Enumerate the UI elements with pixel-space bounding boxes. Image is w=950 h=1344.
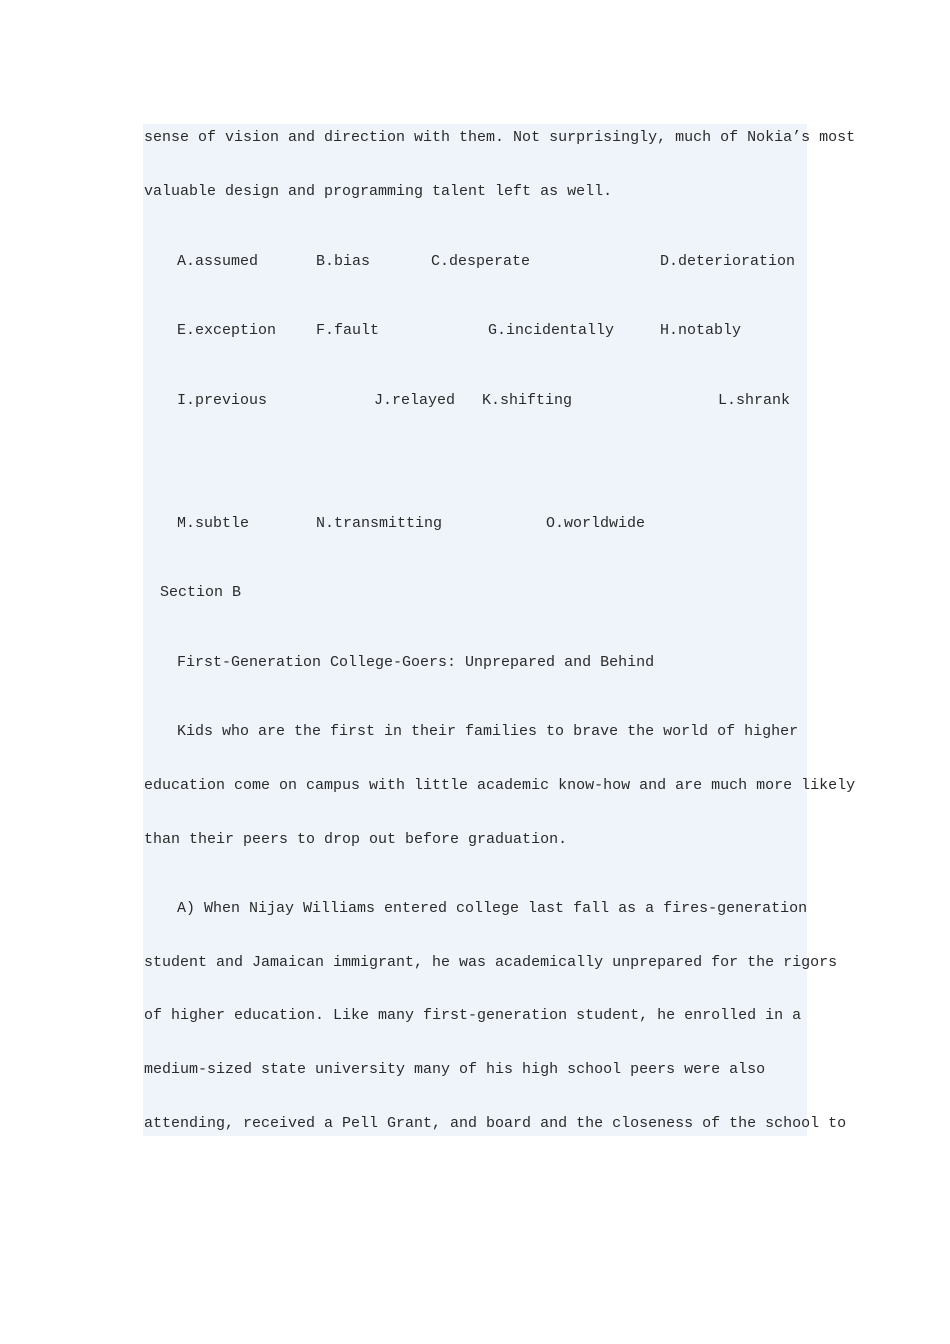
word-option-d: D.deterioration — [660, 253, 796, 270]
word-option-m: M.subtle — [177, 515, 250, 532]
intro-line: Kids who are the first in their families to brave the world of higher — [177, 723, 799, 740]
word-option-o: O.worldwide — [546, 515, 646, 532]
passage-line: valuable design and programming talent left as well. — [144, 183, 613, 200]
passage-line: sense of vision and direction with them. Not surprisingly, much of Nokia’s most — [144, 129, 856, 146]
intro-line: education come on campus with little academic know-how and are much more likely — [144, 777, 856, 794]
word-option-c: C.desperate — [431, 253, 531, 270]
word-option-a: A.assumed — [177, 253, 259, 270]
word-option-f: F.fault — [316, 322, 380, 339]
word-option-i: I.previous — [177, 392, 268, 409]
paragraph-a-line: of higher education. Like many first-generation student, he enrolled in a — [144, 1007, 802, 1024]
word-option-b: B.bias — [316, 253, 371, 270]
paragraph-a-line: student and Jamaican immigrant, he was academically unprepared for the rigors — [144, 954, 838, 971]
word-option-g: G.incidentally — [488, 322, 615, 339]
intro-line: than their peers to drop out before graduation. — [144, 831, 568, 848]
word-option-n: N.transmitting — [316, 515, 443, 532]
word-option-k: K.shifting — [482, 392, 573, 409]
word-option-j: J.relayed — [374, 392, 456, 409]
word-option-l: L.shrank — [718, 392, 791, 409]
paragraph-a-line: medium-sized state university many of his high school peers were also — [144, 1061, 766, 1078]
paragraph-a-line: A) When Nijay Williams entered college last fall as a fires-generation — [177, 900, 808, 917]
article-title: First-Generation College-Goers: Unprepared and Behind — [177, 654, 655, 671]
highlighted-text-block — [143, 124, 856, 1136]
word-option-h: H.notably — [660, 322, 742, 339]
paragraph-a-line: attending, received a Pell Grant, and board and the closeness of the school to — [144, 1115, 847, 1132]
section-heading: Section B — [160, 584, 242, 601]
word-option-e: E.exception — [177, 322, 277, 339]
